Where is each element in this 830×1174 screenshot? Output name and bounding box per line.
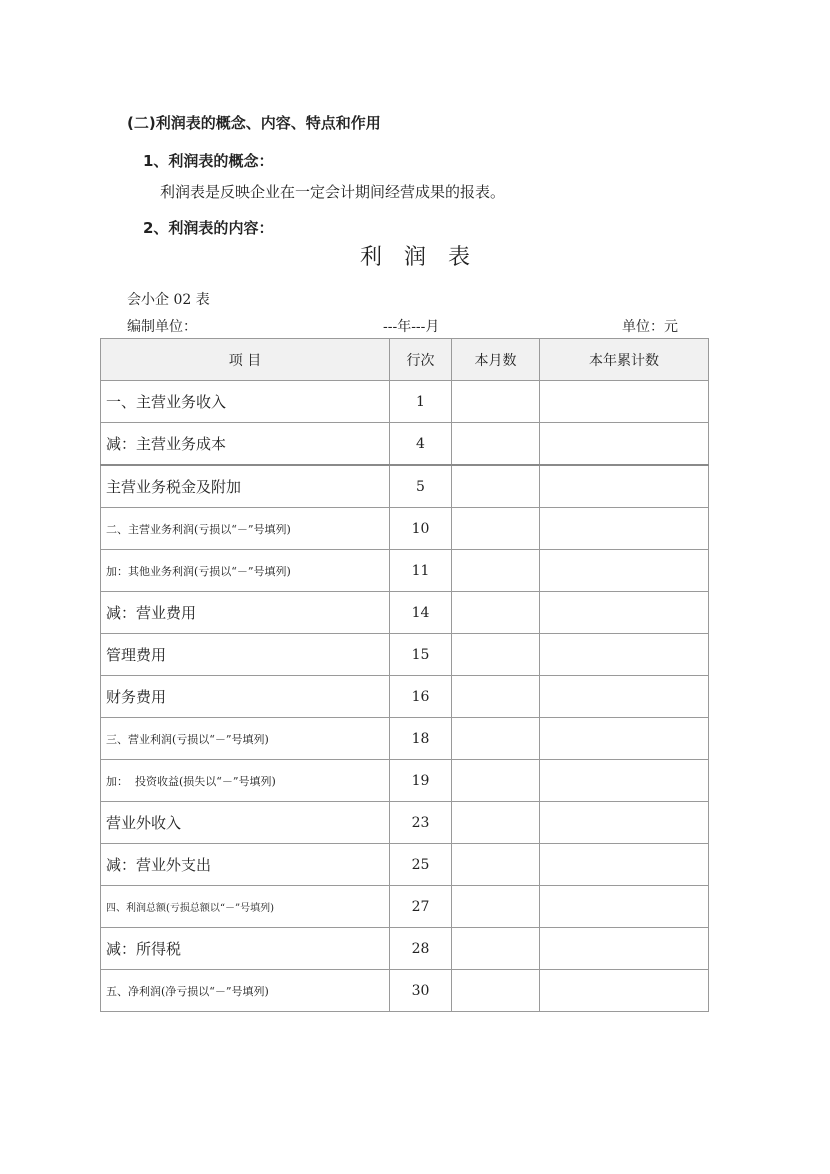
ytd-amount-cell[interactable] <box>540 676 709 718</box>
table-row <box>101 381 709 423</box>
ytd-amount-cell[interactable] <box>540 886 709 928</box>
row-line-number: 5 <box>390 465 452 508</box>
month-amount-cell[interactable] <box>452 718 540 760</box>
month-amount-cell[interactable] <box>452 381 540 423</box>
ytd-amount-cell[interactable] <box>540 550 709 592</box>
ytd-amount-cell[interactable] <box>540 465 709 508</box>
table-row <box>101 592 709 634</box>
month-amount-cell[interactable] <box>452 465 540 508</box>
row-line-number: 10 <box>390 508 452 550</box>
table-row <box>101 802 709 844</box>
ytd-amount-cell[interactable] <box>540 508 709 550</box>
row-item: 四、利润总额(亏损总额以“－”号填列) <box>101 886 390 928</box>
row-line-number: 23 <box>390 802 452 844</box>
row-line-number: 28 <box>390 928 452 970</box>
definition-text: 利润表是反映企业在一定会计期间经营成果的报表。 <box>160 183 506 201</box>
ytd-amount-cell[interactable] <box>540 423 709 466</box>
ytd-amount-cell[interactable] <box>540 928 709 970</box>
ytd-amount-cell[interactable] <box>540 802 709 844</box>
table-row <box>101 844 709 886</box>
subheading-content: 2、利润表的内容： <box>143 219 274 237</box>
month-amount-cell[interactable] <box>452 634 540 676</box>
row-line-number: 27 <box>390 886 452 928</box>
row-item: 五、净利润(净亏损以“－”号填列) <box>101 970 390 1012</box>
month-amount-cell[interactable] <box>452 423 540 466</box>
table-row <box>101 760 709 802</box>
income-statement-table <box>100 338 709 1012</box>
ytd-amount-cell[interactable] <box>540 634 709 676</box>
column-header-item: 项 目 <box>101 339 390 381</box>
row-line-number: 15 <box>390 634 452 676</box>
row-item: 减：营业费用 <box>101 592 390 634</box>
row-item: 营业外收入 <box>101 802 390 844</box>
row-item: 减：主营业务成本 <box>101 423 390 466</box>
table-row <box>101 423 709 466</box>
row-line-number: 14 <box>390 592 452 634</box>
report-period: ---年---月 <box>383 319 440 335</box>
month-amount-cell[interactable] <box>452 844 540 886</box>
table-row <box>101 465 709 508</box>
row-item: 一、主营业务收入 <box>101 381 390 423</box>
row-line-number: 16 <box>390 676 452 718</box>
month-amount-cell[interactable] <box>452 886 540 928</box>
unit-label: 单位：元 <box>622 319 678 335</box>
table-header-row <box>101 339 709 381</box>
prepared-by-label: 编制单位： <box>127 319 197 335</box>
month-amount-cell[interactable] <box>452 550 540 592</box>
month-amount-cell[interactable] <box>452 592 540 634</box>
month-amount-cell[interactable] <box>452 676 540 718</box>
table-row <box>101 970 709 1012</box>
form-code: 会小企 02 表 <box>127 292 210 308</box>
month-amount-cell[interactable] <box>452 802 540 844</box>
row-line-number: 1 <box>390 381 452 423</box>
ytd-amount-cell[interactable] <box>540 718 709 760</box>
row-item: 管理费用 <box>101 634 390 676</box>
row-item: 加： 投资收益(损失以“－”号填列) <box>101 760 390 802</box>
ytd-amount-cell[interactable] <box>540 844 709 886</box>
row-line-number: 11 <box>390 550 452 592</box>
ytd-amount-cell[interactable] <box>540 592 709 634</box>
row-item: 三、营业利润(亏损以“－”号填列) <box>101 718 390 760</box>
row-line-number: 25 <box>390 844 452 886</box>
row-item: 主营业务税金及附加 <box>101 465 390 508</box>
row-line-number: 4 <box>390 423 452 466</box>
ytd-amount-cell[interactable] <box>540 970 709 1012</box>
table-row <box>101 676 709 718</box>
ytd-amount-cell[interactable] <box>540 760 709 802</box>
month-amount-cell[interactable] <box>452 970 540 1012</box>
row-line-number: 19 <box>390 760 452 802</box>
ytd-amount-cell[interactable] <box>540 381 709 423</box>
table-row <box>101 886 709 928</box>
table-row <box>101 550 709 592</box>
row-item: 二、主营业务利润(亏损以“－”号填列) <box>101 508 390 550</box>
row-line-number: 30 <box>390 970 452 1012</box>
table-row <box>101 508 709 550</box>
table-row <box>101 928 709 970</box>
row-item: 减：营业外支出 <box>101 844 390 886</box>
row-item: 减：所得税 <box>101 928 390 970</box>
report-title: 利润表 <box>359 245 492 270</box>
section-heading: (二)利润表的概念、内容、特点和作用 <box>127 114 381 132</box>
table-row <box>101 718 709 760</box>
month-amount-cell[interactable] <box>452 508 540 550</box>
watermark: ​ <box>260 393 340 495</box>
column-header-line: 行次 <box>390 339 452 381</box>
table-row <box>101 634 709 676</box>
column-header-ytd: 本年累计数 <box>540 339 709 381</box>
row-item: 加：其他业务利润(亏损以“－”号填列) <box>101 550 390 592</box>
month-amount-cell[interactable] <box>452 760 540 802</box>
row-item: 财务费用 <box>101 676 390 718</box>
column-header-month: 本月数 <box>452 339 540 381</box>
row-line-number: 18 <box>390 718 452 760</box>
month-amount-cell[interactable] <box>452 928 540 970</box>
subheading-concept: 1、利润表的概念： <box>143 152 274 170</box>
